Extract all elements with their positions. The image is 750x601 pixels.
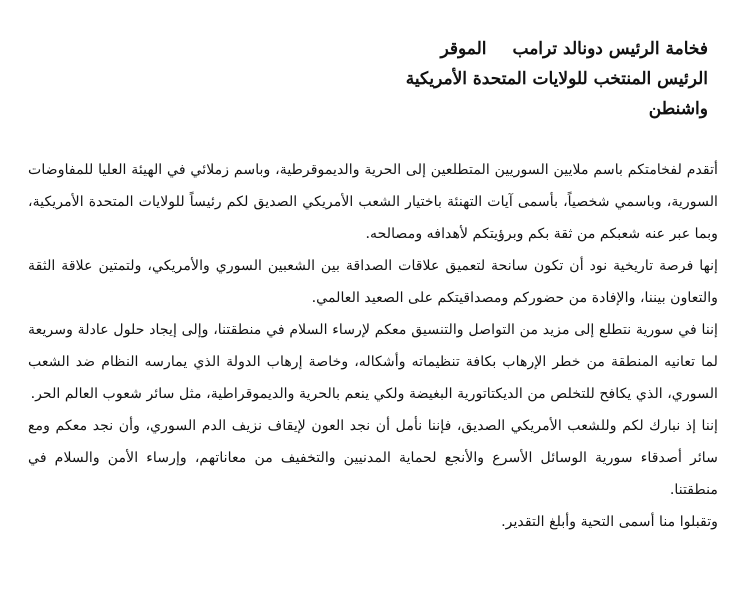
paragraph-peace: إننا في سورية نتطلع إلى مزيد من التواصل والتنسيق معكم لإرساء السلام في منطقتنا، وإلى إيجاد حلول عادلة وسريعة لما تعانيه المنطقة من خطر الإرهاب بكافة تنظيماته وأشكاله، وخاصة إرهاب الدولة الذي يمارسه النظام ضد الشعب السوري، الذي يكافح للتخلص من الديكتاتورية البغيضة ولكي ينعم بالحرية والديموقراطية، مثل سائر شعوب العالم الحر. [28, 322, 718, 402]
recipient-honorific: الموقر [440, 39, 487, 59]
letter-body [28, 154, 718, 538]
recipient-line [148, 34, 708, 64]
recipient-city: واشنطن [648, 99, 708, 119]
recipient-title: فخامة الرئيس دونالد ترامب [512, 39, 708, 59]
paragraph-hope: إننا إذ نبارك لكم وللشعب الأمريكي الصديق، فإننا نأمل أن نجد العون لإيقاف نزيف الدم السوري، وأن نجد معكم ومع سائر أصدقاء سورية الوسائل الأسرع والأنجع لحماية المدنيين والتخفيف من معاناتهم، وإرساء الأمن والسلام في منطقتنا. [28, 418, 718, 498]
paragraph-closing: وتقبلوا منا أسمى التحية وأبلغ التقدير. [501, 514, 718, 530]
paragraph-opportunity: إنها فرصة تاريخية نود أن تكون سانحة لتعميق علاقات الصداقة بين الشعبين السوري والأمريكي، ولتمتين علاقة الثقة والتعاون بيننا، والإفادة من حضوركم ومصداقيتكم على الصعيد العالمي. [28, 258, 718, 306]
recipient-position: الرئيس المنتخب للولايات المتحدة الأمريكية [405, 69, 708, 89]
letter-header [148, 34, 708, 124]
paragraph-congratulations: أتقدم لفخامتكم باسم ملايين السوريين المتطلعين إلى الحرية والديموقرطية، وباسم زملائي في الهيئة العليا للمفاوضات السورية، وباسمي شخصياً، بأسمى آيات التهنئة باختيار الشعب الأمريكي الصديق لكم رئيساً للولايات المتحدة الأمريكية، وبما عبر عنه شعبكم من ثقة بكم وبرؤيتكم لأهدافه ومصالحه. [28, 162, 718, 242]
